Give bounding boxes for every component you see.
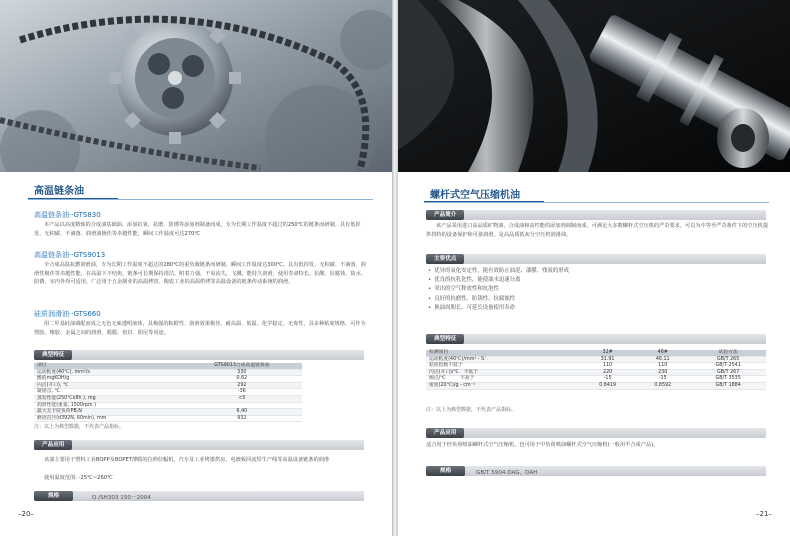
spec-text: Q /SH303 150－2004 <box>92 495 151 501</box>
typical-table <box>426 350 766 390</box>
table-cell: 闪点(开口), ℃ <box>34 382 182 389</box>
table-row <box>34 369 302 376</box>
intro-text: 该产品采用进口高品质矿物油、合成油和高性能的添加剂调制而成，可满足大多数螺杆式空压机的严苛要求，可以为中等至严苛条件下的空压机提供持特的设备保护和可靠润滑。是高品质低灰分空压机润滑油。 <box>426 223 769 238</box>
features-list <box>428 267 569 313</box>
product-name-gts660: 硅质润滑油··GTS660 <box>34 310 101 318</box>
features-tag: 主要优点 <box>426 254 464 264</box>
spec-text: GB/T 5904 DAG，DAH <box>476 470 538 476</box>
page-number: –21– <box>756 510 772 518</box>
application-tag: 产品应用 <box>34 440 72 450</box>
screw-rotor-photo <box>398 0 790 172</box>
table-cell: 31.91 <box>580 356 635 363</box>
section-rule-thin <box>424 202 769 203</box>
table-header: 试验方法 <box>690 350 766 356</box>
table-row <box>34 382 302 389</box>
intro-tag: 产品简介 <box>426 210 464 220</box>
table-header: 检测项目 <box>426 350 580 356</box>
table-row <box>34 402 302 409</box>
table-cell: 磨迹直径(d392N, 60min), mm <box>34 415 182 422</box>
table-row <box>34 389 302 396</box>
section-title: 高温链条油 <box>34 186 84 197</box>
table-cell: 330 <box>182 369 302 376</box>
list-item: • 换油周期长，可延长设备使用寿命 <box>428 304 569 313</box>
table-cell: GB/T 267 <box>690 369 766 376</box>
table-cell: 0.8419 <box>580 382 635 389</box>
table-cell: 密度(20℃)/g・cm⁻³ <box>426 382 580 389</box>
table-row <box>426 356 766 363</box>
table-cell: 292 <box>182 382 302 389</box>
table-cell: -36 <box>182 389 302 396</box>
product-desc-gts830: 本产品以高度精炼的合成油基础油，添加抗氧、抗磨、防锈等添加剂制备而成，专为长期工作温度不超过的250℃的链条而研制。具有低挥发、无积碳、不滴落、润滑油极佳等卓越性能，瞬间工作温度可达270℃ <box>34 222 361 237</box>
section-rule-thin <box>28 199 373 200</box>
table-cell: 凝固点, ℃ <box>34 389 182 396</box>
table-cell: 6.40 <box>182 409 302 416</box>
table-header: GTS9013合成高温链条油 <box>182 363 302 369</box>
table-cell: GB/T 1884 <box>690 382 766 389</box>
section-title: 螺杆式空气压缩机油 <box>430 190 520 201</box>
spec-tag: 规格 <box>426 466 465 476</box>
product-name-gts830: 高温链条油··GTS830 <box>34 211 101 219</box>
table-cell: <5 <box>182 395 302 402</box>
spec-bar <box>34 491 364 501</box>
product-name-gts9013: 高温链条油··GTS9013 <box>34 251 106 259</box>
application-bar <box>34 440 364 450</box>
table-cell: 46.11 <box>635 356 690 363</box>
list-item: • 优异的氧化安定性，能有效防止油泥、漆膜、残炭的形成 <box>428 267 569 276</box>
typical-bar <box>426 334 766 344</box>
table-cell: 110 <box>580 363 635 370</box>
typical-tag: 典型特征 <box>34 350 72 360</box>
table-row <box>34 415 302 422</box>
typical-tag: 典型特征 <box>426 334 464 344</box>
left-page <box>0 0 392 536</box>
table-cell: 酸值mgKOH/g <box>34 376 182 383</box>
chain-gear-photo <box>0 0 392 172</box>
table-note: 注：以上为典型数据，不代表产品指标。 <box>34 424 125 430</box>
product-desc-gts660: 用二甲基硅油调配而成之无色无味透明液体，具极强的粘附性、润滑效果极佳。耐高温、低温、化学稳定、无毒性，具多种粘度规格，可作为塑胶、橡胶、金属之间的润滑、脱膜、密封、阴尼等用途。 <box>34 321 366 336</box>
table-cell: 932 <box>182 415 302 422</box>
page-number: –20– <box>18 510 34 518</box>
table-cell: 闪点(开口)/℃ 不低于 <box>426 369 580 376</box>
table-row <box>426 369 766 376</box>
table-cell: 0.62 <box>182 376 302 383</box>
table-cell: 粘度指数不低于 <box>426 363 580 370</box>
application-text: 该油主要用于塑料工业BOPP及BOPET薄膜的拉伸拉幅机、汽车及工业烤漆烘房、电镀板回流焊生产线等高温设备链条的润滑 <box>44 457 330 463</box>
table-note: 注：以上为典型数据，不代表产品指标。 <box>426 407 517 413</box>
table-header: 项目 <box>34 363 182 369</box>
typical-bar <box>34 350 364 360</box>
application-tag: 产品应用 <box>426 428 464 438</box>
application-text: 适合用于经负荷喷油螺杆式空气压缩机，也可用于中负荷喷油螺杆式空气压缩机(一般用半合成产品)。 <box>426 442 659 448</box>
application-bar <box>426 428 766 438</box>
table-cell: 最大无卡咬负荷PB,N <box>34 409 182 416</box>
table-row <box>34 376 302 383</box>
table-row <box>34 395 302 402</box>
table-cell: 蒸发性能(250℃x8h ), mg <box>34 395 182 402</box>
table-cell: GB/T 3535 <box>690 376 766 383</box>
table-row <box>426 363 766 370</box>
spec-tag: 规格 <box>34 491 73 501</box>
table-row <box>426 382 766 389</box>
right-page <box>398 0 790 536</box>
table-cell: 0.8592 <box>635 382 690 389</box>
table-cell: 230 <box>635 369 690 376</box>
intro-bar <box>426 210 766 220</box>
table-cell: GB/T 2541 <box>690 363 766 370</box>
list-item: • 良好的抗磨性、防锈性、抗腐蚀性 <box>428 295 569 304</box>
table-cell <box>182 402 302 409</box>
table-cell: 倾点/℃ 不高于 <box>426 376 580 383</box>
table-cell: GB/T 265 <box>690 356 766 363</box>
list-item: • 优良的抗乳化性，能使油水迅速分离 <box>428 276 569 285</box>
product-desc-gts9013: 全合成高温抗燃润滑油，专为长期工作温度不超过的280℃的重负载链条而研制，瞬间工作温度达300℃。具有低挥发、无积碳、不滴落、润滑性极佳等卓越性能，在高温下不结焦，链条可长期保持清洁。附着力强，不易流失，飞溅，能持久润滑，使用寿命特长。抗酸、抗腐蚀、防水、防锈，室内外均可适用。广泛用于五金制业的高温烤窑、陶瓷工业的高温烘烤等高温设备的链条传动系统的润滑。 <box>34 262 367 286</box>
temperature-range: 使用温度范围: -25℃~260℃ <box>44 475 113 481</box>
table-header: 46# <box>635 350 690 356</box>
features-bar <box>426 254 766 264</box>
list-item: • 突出的空气释放性和抗泡性 <box>428 285 569 294</box>
table-cell: 运动粘度(40℃)/mm²・S⁻ <box>426 356 580 363</box>
table-cell: 110 <box>635 363 690 370</box>
table-cell: -15 <box>580 376 635 383</box>
table-row <box>426 376 766 383</box>
table-cell: 润滑性能(重量, 1500rpm ) <box>34 402 182 409</box>
table-cell: 运动粘度(40℃), mm²/s <box>34 369 182 376</box>
table-cell: 220 <box>580 369 635 376</box>
table-row <box>34 409 302 416</box>
table-cell: -15 <box>635 376 690 383</box>
typical-table <box>34 363 302 422</box>
table-header: 32# <box>580 350 635 356</box>
